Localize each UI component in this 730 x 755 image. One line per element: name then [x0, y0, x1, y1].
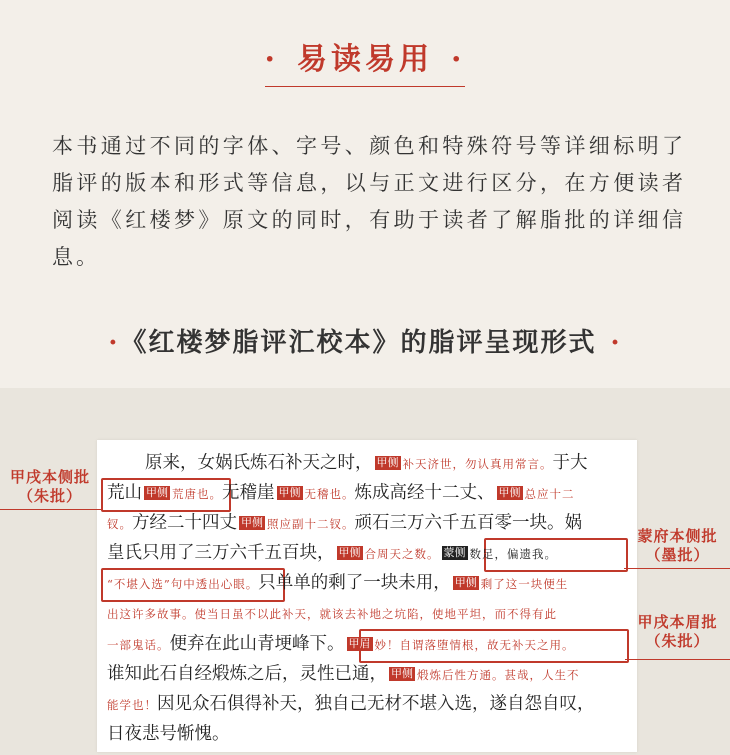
- comment-text: 出这许多故事。使当日虽不以此补天，就该去补地之坑陷，使地平坦，而不得有此: [107, 607, 557, 621]
- sample-line: [107, 689, 627, 721]
- main-text: 无稽崖: [222, 483, 275, 503]
- label-line: （朱批）: [645, 632, 710, 650]
- section-title-format: [0, 322, 730, 359]
- sample-line: [107, 598, 627, 630]
- comment-text: 剩了这一块便生: [480, 577, 569, 591]
- sample-line: [145, 448, 665, 480]
- main-text: 方经二十四丈: [132, 513, 237, 533]
- section-title-easy: [0, 34, 730, 78]
- comment-text: 煅炼后性方通。甚哉，人生不: [417, 668, 580, 682]
- comment-tag: 甲侧: [376, 456, 399, 469]
- comment-tag: 甲侧: [146, 486, 168, 499]
- comment-text: 补天济世，勿认真用常言。: [402, 457, 553, 471]
- comment-text: 照应副十二钗。: [267, 517, 355, 531]
- sample-line: [107, 538, 627, 570]
- main-text: 顽石三万六千五百零一块。娲: [354, 513, 582, 533]
- comment-tag: 甲侧: [241, 516, 263, 529]
- title-underline: [265, 86, 465, 87]
- sample-line: [107, 659, 627, 691]
- main-text: 于大: [552, 453, 588, 473]
- connector-right-bottom: [625, 659, 730, 660]
- comment-text: 无稽也。: [304, 487, 355, 501]
- comment-text: “不堪入选”句中透出心眼。: [107, 577, 259, 591]
- comment-tag: 甲眉: [348, 637, 371, 650]
- connector-right-top: [624, 568, 730, 569]
- sample-line: [107, 568, 627, 600]
- label-mengfu-side: [625, 527, 730, 565]
- comment-tag: 甲侧: [498, 486, 521, 499]
- section-title-text: 易读易用: [297, 42, 433, 77]
- connector-left: [0, 509, 101, 510]
- title-dot-right: ·: [451, 42, 466, 77]
- comment-text: 总应十二: [524, 487, 575, 501]
- main-text: 原来，女娲氏炼石补天之时，: [145, 453, 373, 473]
- title-dot-right: ·: [610, 328, 622, 358]
- label-line: 甲戌本眉批: [637, 613, 718, 631]
- sample-line: [107, 508, 627, 540]
- comment-tag: 蒙侧: [443, 546, 466, 559]
- comment-text: 合周天之数。: [364, 547, 440, 561]
- main-text: 谁知此石自经煅炼之后，灵性已通，: [107, 664, 387, 684]
- main-text: 只单单的剩了一块未用，: [258, 573, 451, 593]
- sample-line: [107, 719, 627, 750]
- comment-text: 荒唐也。: [172, 487, 222, 501]
- label-line: 蒙府本侧批: [637, 527, 718, 545]
- title-dot-left: ·: [108, 328, 120, 358]
- sample-line: [107, 478, 627, 510]
- comment-text: 能学也！: [107, 698, 157, 712]
- comment-tag: 甲侧: [391, 667, 413, 680]
- label-line: （墨批）: [645, 546, 710, 564]
- main-text: 皇氏只用了三万六千五百块，: [107, 543, 335, 563]
- label-jiaxu-top: [625, 613, 730, 651]
- comment-tag: 甲侧: [278, 486, 301, 499]
- label-jiaxu-side: [0, 468, 100, 506]
- title-dot-left: ·: [264, 42, 279, 77]
- main-text: 日夜悲号惭愧。: [107, 724, 230, 744]
- comment-text-black: 数足，偏遗我。: [469, 547, 557, 561]
- comment-text: 一部鬼话。: [107, 638, 170, 652]
- intro-paragraph: 本书通过不同的字体、字号、颜色和特殊符号等详细标明了脂评的版本和形式等信息，以与正文进行区分，在方便读者阅读《红楼梦》原文的同时，有助于读者了解脂批的详细信息。: [52, 134, 686, 269]
- main-text: 荒山: [107, 483, 142, 503]
- comment-tag: 甲侧: [338, 546, 361, 559]
- comment-tag: 甲侧: [454, 576, 477, 589]
- sample-line: [107, 629, 627, 661]
- main-text: 炼成高经十二丈、: [354, 483, 495, 503]
- label-line: （朱批）: [17, 487, 82, 505]
- comment-text: 妙！自谓落堕情根，故无补天之用。: [374, 638, 575, 652]
- main-text: 便弃在此山青埂峰下。: [169, 634, 345, 654]
- section-title-text: 《红楼梦脂评汇校本》的脂评呈现形式: [133, 328, 597, 358]
- comment-text: 钗。: [107, 517, 132, 531]
- main-text: 因见众石俱得补天，独自己无材不堪入选，遂自怨自叹，: [157, 694, 595, 714]
- label-line: 甲戌本侧批: [9, 468, 90, 486]
